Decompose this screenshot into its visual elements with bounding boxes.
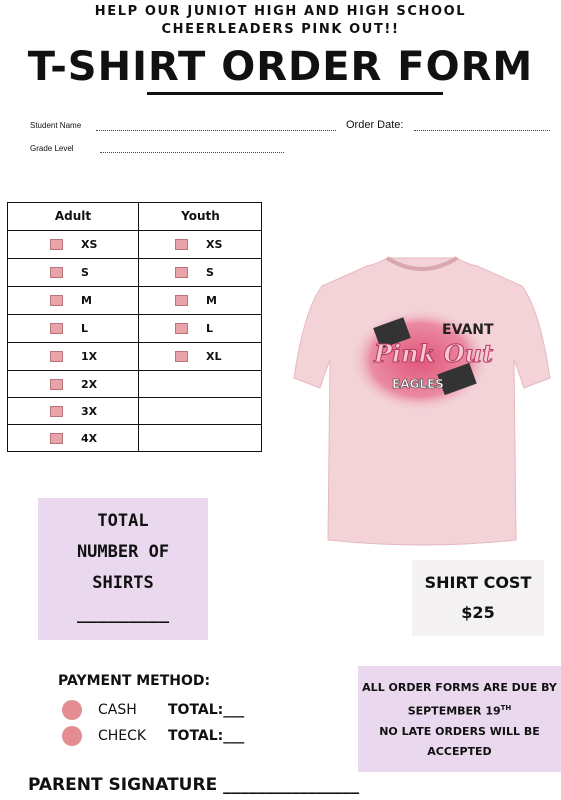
adult-option[interactable]: [50, 371, 97, 398]
radio-dot-icon[interactable]: [62, 700, 82, 720]
order-date-label: Order Date:: [346, 119, 404, 131]
due-line-4: ACCEPTED: [427, 744, 492, 758]
checkbox[interactable]: [50, 406, 63, 417]
table-row: [8, 286, 261, 314]
size-label: XS: [81, 238, 98, 251]
size-label: M: [81, 294, 92, 307]
table-row: [8, 370, 261, 398]
payment-option-check[interactable]: [62, 726, 244, 746]
table-row: [8, 397, 261, 425]
adult-option[interactable]: [50, 315, 88, 342]
youth-option[interactable]: [175, 315, 213, 342]
checkbox[interactable]: [50, 239, 63, 250]
total-shirts-box: [38, 498, 208, 640]
total-label-line-3: SHIRTS: [92, 573, 154, 593]
payment-total[interactable]: TOTAL:___: [168, 728, 245, 744]
total-label-line-2: NUMBER OF: [76, 542, 170, 562]
checkbox[interactable]: [50, 295, 63, 306]
checkbox[interactable]: [50, 267, 63, 278]
checkbox[interactable]: [175, 295, 188, 306]
size-label: L: [81, 322, 89, 335]
payment-total[interactable]: TOTAL:___: [168, 702, 245, 718]
due-line-2: SEPTEMBER 19: [407, 704, 501, 718]
due-date-suffix: TH: [500, 704, 512, 712]
total-blank[interactable]: _________: [76, 604, 170, 624]
due-line-1: ALL ORDER FORMS ARE DUE BY: [362, 681, 557, 694]
size-label: S: [206, 266, 214, 279]
checkbox[interactable]: [50, 379, 63, 390]
design-text-bottom: EAGLES: [392, 377, 444, 391]
checkbox[interactable]: [175, 239, 188, 250]
student-name-field[interactable]: [96, 130, 336, 131]
header-line-1: HELP OUR JUNIOT HIGH AND HIGH SCHOOL: [94, 4, 467, 19]
size-label: 4X: [81, 432, 98, 445]
table-row: [8, 258, 261, 286]
size-label: XL: [206, 350, 222, 363]
table-row: [8, 342, 261, 370]
adult-option[interactable]: [50, 259, 89, 286]
form-title: T-SHIRT ORDER FORM: [27, 44, 534, 90]
payment-method-label: CHECK: [98, 728, 147, 744]
payment-method-label: CASH: [98, 702, 137, 718]
checkbox[interactable]: [175, 267, 188, 278]
payment-method-title: PAYMENT METHOD:: [58, 673, 211, 689]
checkbox[interactable]: [50, 323, 63, 334]
due-line-3: NO LATE ORDERS WILL BE: [379, 724, 540, 738]
design-text-main: Pink Out: [374, 339, 494, 368]
adult-header: Adult: [54, 209, 92, 223]
size-label: L: [206, 322, 214, 335]
design-text-top: EVANT: [442, 322, 494, 338]
youth-option[interactable]: [175, 231, 222, 258]
checkbox[interactable]: [175, 351, 188, 362]
size-label: XS: [206, 238, 223, 251]
table-row: [8, 314, 261, 342]
size-label: 2X: [81, 378, 98, 391]
grade-level-label: Grade Level: [30, 144, 74, 153]
due-date-notice: [358, 666, 561, 772]
adult-option[interactable]: [50, 287, 92, 314]
youth-option[interactable]: [175, 287, 217, 314]
shirt-cost-label: SHIRT COST: [424, 573, 532, 592]
checkbox[interactable]: [175, 323, 188, 334]
title-underline: [147, 92, 443, 95]
order-date-field[interactable]: [414, 130, 550, 131]
shirt-cost-box: [412, 560, 544, 636]
adult-option[interactable]: [50, 343, 97, 370]
adult-option[interactable]: [50, 231, 97, 258]
table-row: [8, 230, 261, 258]
header-line-2: CHEERLEADERS PINK OUT!!: [161, 22, 400, 37]
student-name-label: Student Name: [30, 121, 82, 130]
table-row: [8, 424, 261, 452]
youth-option[interactable]: [175, 343, 222, 370]
size-label: 3X: [81, 405, 98, 418]
adult-option[interactable]: [50, 398, 97, 425]
size-label: M: [206, 294, 217, 307]
checkbox[interactable]: [50, 433, 63, 444]
parent-signature-field[interactable]: PARENT SIGNATURE ________________: [28, 775, 360, 795]
payment-option-cash[interactable]: [62, 700, 244, 720]
size-table: [7, 202, 262, 452]
adult-option[interactable]: [50, 425, 97, 452]
tshirt-image: [292, 250, 552, 550]
size-label: S: [81, 266, 89, 279]
grade-level-field[interactable]: [100, 152, 284, 153]
shirt-cost-price: $25: [461, 603, 495, 622]
radio-dot-icon[interactable]: [62, 726, 82, 746]
checkbox[interactable]: [50, 351, 63, 362]
youth-header: Youth: [181, 209, 220, 223]
youth-option[interactable]: [175, 259, 214, 286]
size-label: 1X: [81, 350, 98, 363]
total-label-line-1: TOTAL: [97, 511, 149, 531]
